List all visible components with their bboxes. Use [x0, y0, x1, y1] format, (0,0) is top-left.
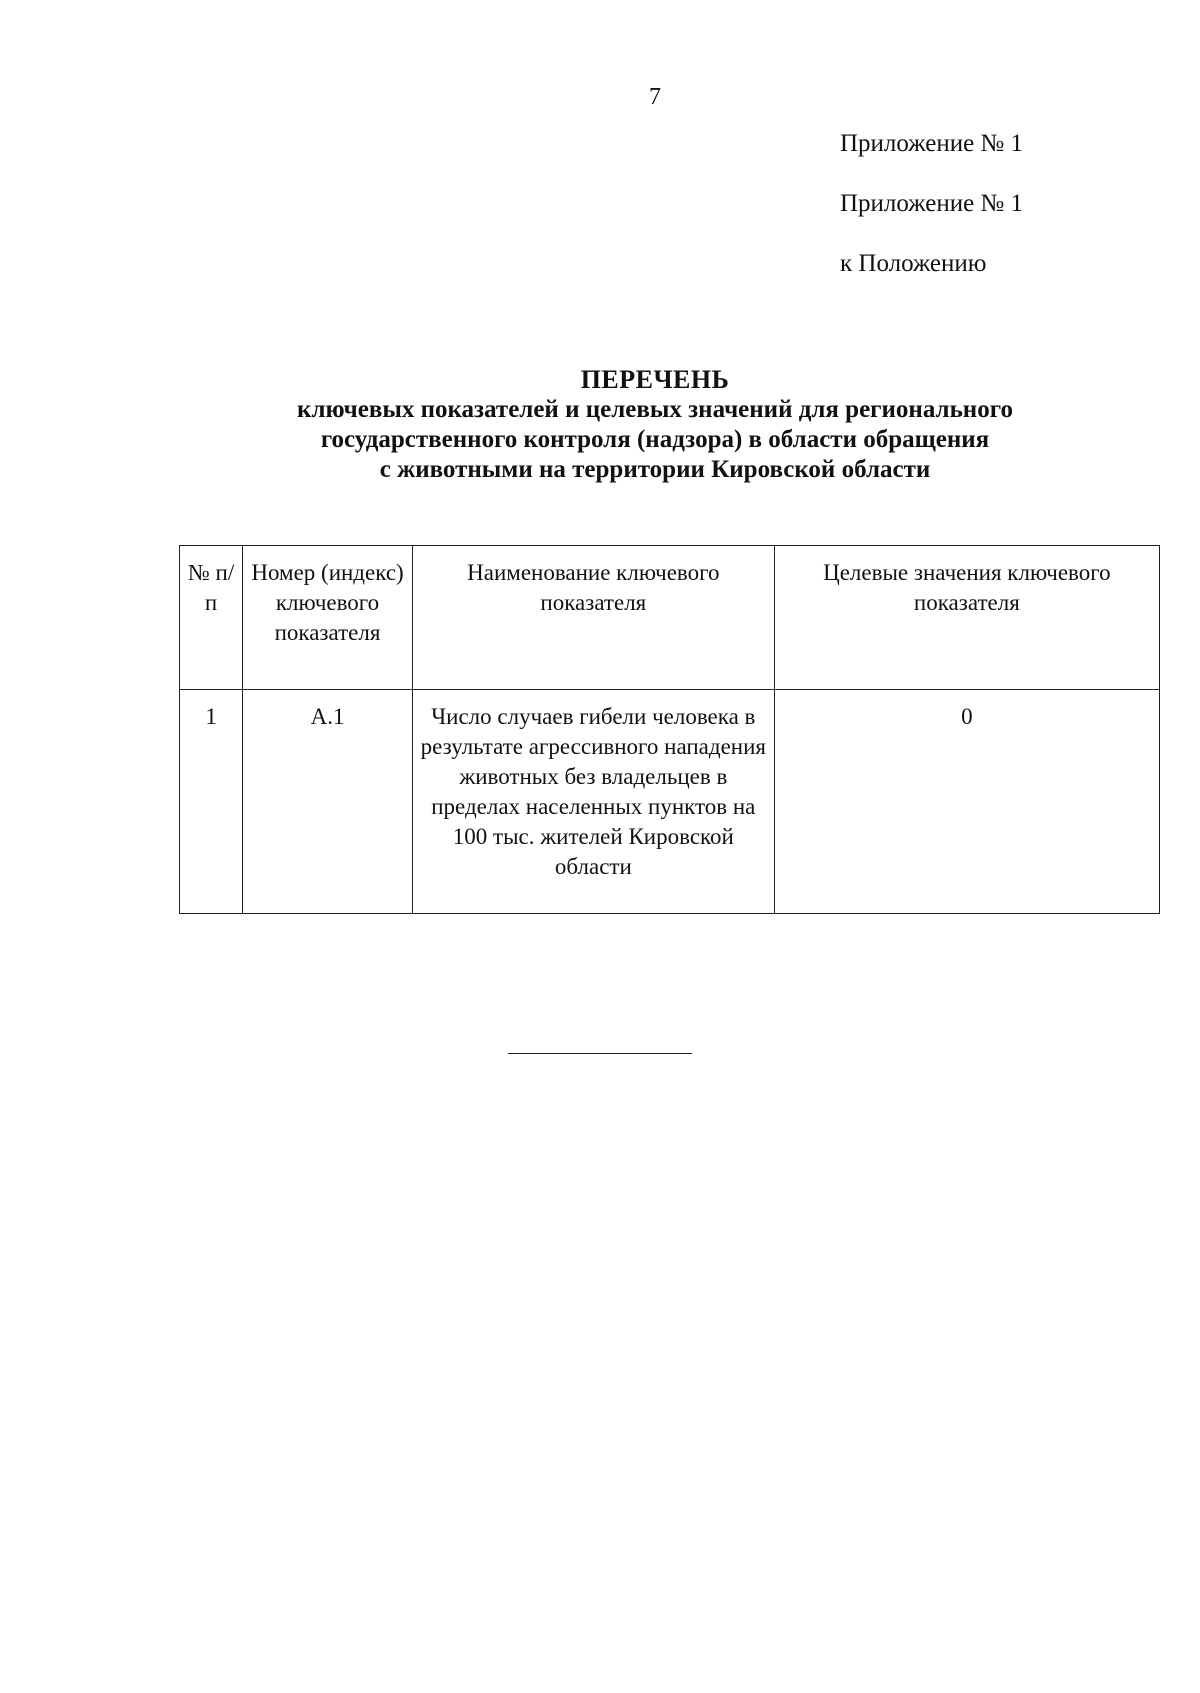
title-line-3: с животными на территории Кировской области: [379, 456, 931, 483]
cell-target: 0: [774, 690, 1159, 914]
page-number: 7: [649, 84, 661, 110]
table-header-row: [180, 546, 1160, 690]
document-title: [180, 365, 1130, 485]
appendix-label-repeat: Приложение № 1: [840, 190, 1024, 217]
title-line-2: государственного контроля (надзора) в области обращения: [320, 426, 990, 453]
title-main: ПЕРЕЧЕНЬ: [580, 365, 730, 394]
kpi-table: [179, 545, 1160, 914]
header-index: Номер (индекс) ключевого показателя: [243, 546, 413, 690]
cell-number: 1: [180, 690, 243, 914]
appendix-reference: к Положению: [840, 250, 987, 277]
header-target: Целевые значения ключевого показателя: [774, 546, 1159, 690]
cell-index: А.1: [243, 690, 413, 914]
cell-name: Число случаев гибели человека в результате агрессивного нападения животных без владельцев в пределах населенных пунктов на 100 тыс. жителей Кировской области: [412, 690, 774, 914]
table-row: [180, 690, 1160, 914]
header-number: № п/п: [180, 546, 243, 690]
closing-rule: [508, 1053, 692, 1054]
title-line-1: ключевых показателей и целевых значений для регионального: [297, 396, 1013, 423]
header-name: Наименование ключевого показателя: [412, 546, 774, 690]
appendix-label: Приложение № 1: [840, 130, 1024, 157]
